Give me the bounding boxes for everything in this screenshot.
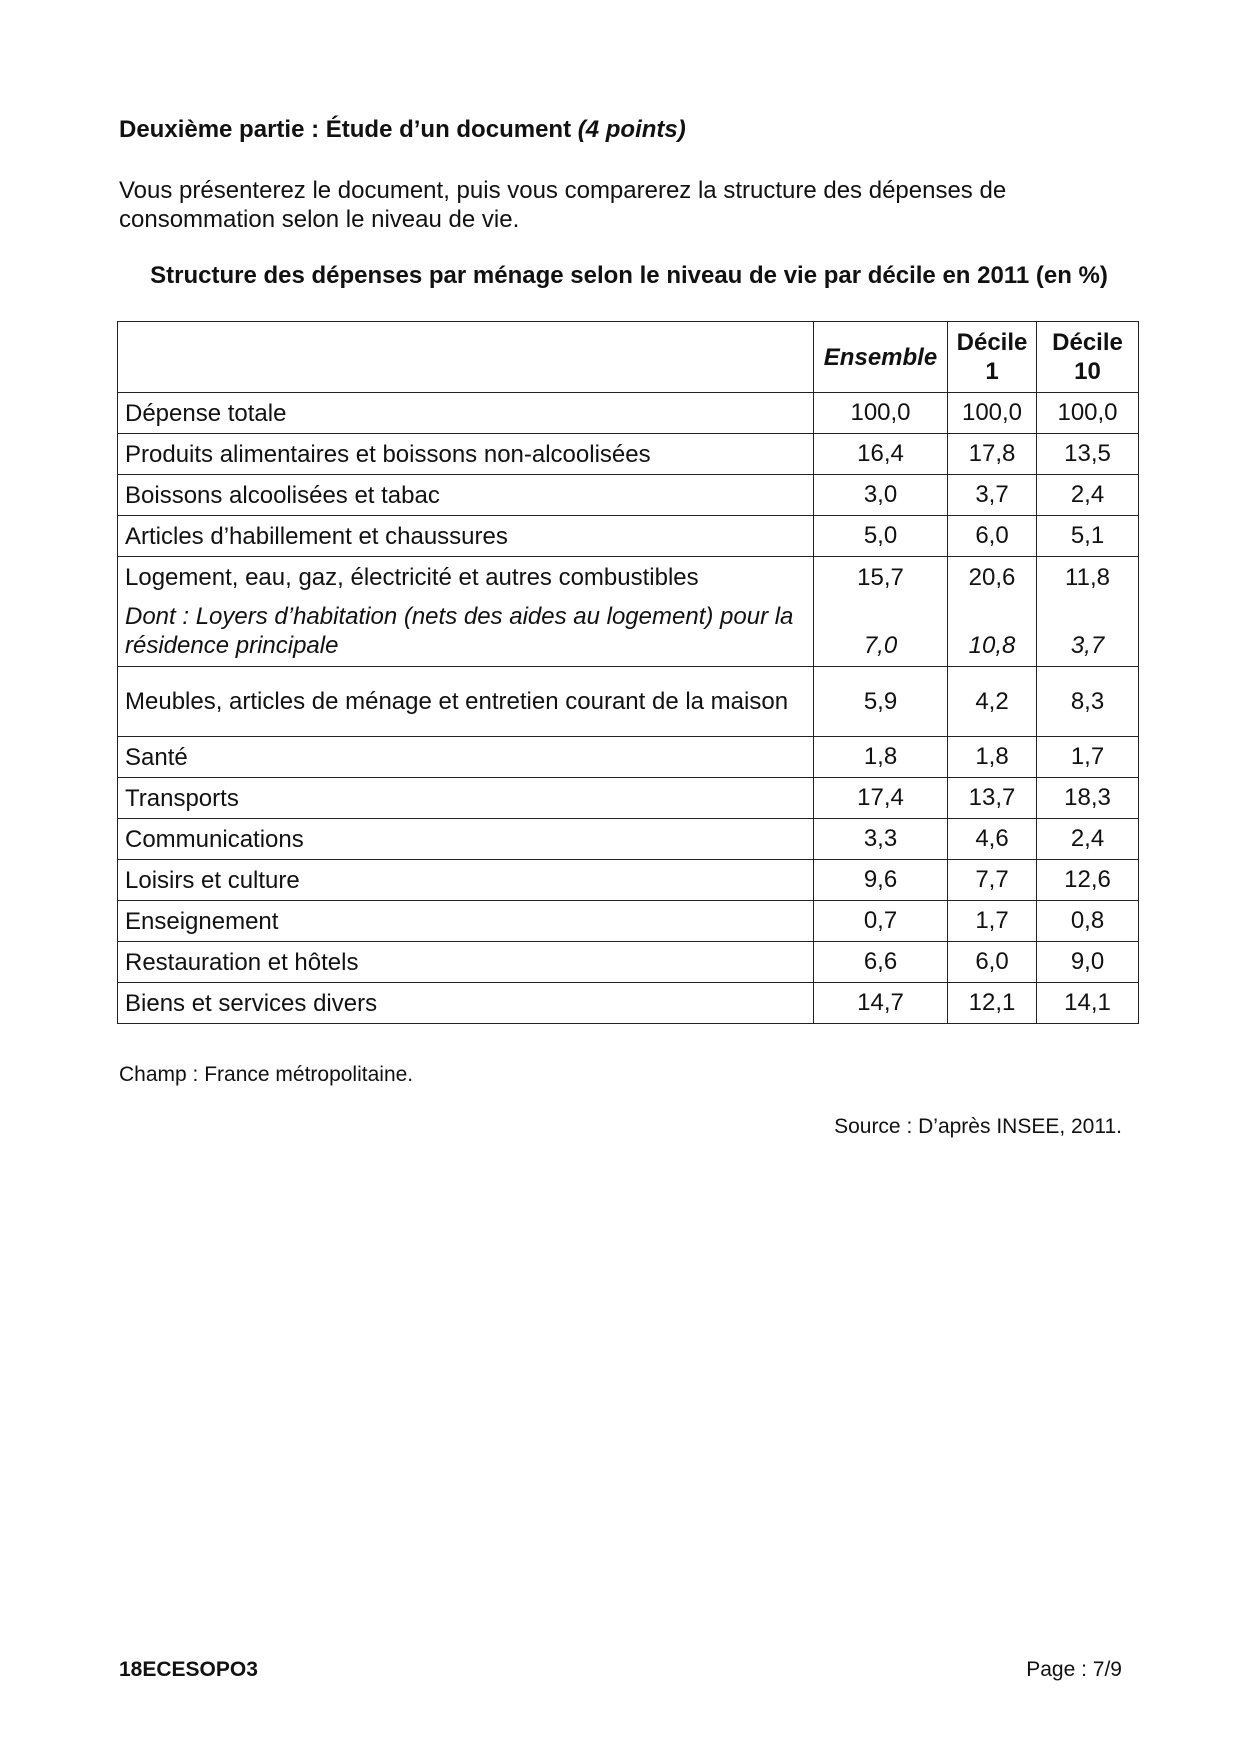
cell-decile-10: 14,1 <box>1037 983 1139 1024</box>
row-label: Santé <box>118 737 814 778</box>
header-decile-10-line2: 10 <box>1074 358 1101 385</box>
cell-ensemble: 16,4 <box>814 434 948 475</box>
cell-decile-10-main: 11,8 <box>1065 564 1110 591</box>
cell-ensemble: 5,9 <box>814 667 948 737</box>
cell-decile-10: 0,8 <box>1037 901 1139 942</box>
cell-decile-1: 6,0 <box>948 942 1037 983</box>
cell-decile-10 <box>1037 557 1139 667</box>
table-row <box>118 901 1139 942</box>
cell-decile-10: 2,4 <box>1037 819 1139 860</box>
cell-decile-1: 17,8 <box>948 434 1037 475</box>
cell-ensemble <box>814 557 948 667</box>
footer-page-number: Page : 7/9 <box>1026 1658 1122 1681</box>
cell-ensemble: 3,3 <box>814 819 948 860</box>
row-label: Loisirs et culture <box>118 860 814 901</box>
cell-decile-1: 4,2 <box>948 667 1037 737</box>
row-label-logement <box>118 557 814 667</box>
cell-decile-10: 2,4 <box>1037 475 1139 516</box>
cell-decile-1: 100,0 <box>948 393 1037 434</box>
table-row <box>118 434 1139 475</box>
section-title <box>119 116 686 144</box>
row-label: Biens et services divers <box>118 983 814 1024</box>
row-label: Boissons alcoolisées et tabac <box>118 475 814 516</box>
cell-decile-10: 8,3 <box>1037 667 1139 737</box>
cell-ensemble-main: 15,7 <box>857 564 904 591</box>
row-label: Produits alimentaires et boissons non-alcoolisées <box>118 434 814 475</box>
cell-decile-1: 3,7 <box>948 475 1037 516</box>
champ-note: Champ : France métropolitaine. <box>119 1063 414 1086</box>
header-decile-1-line2: 1 <box>985 358 999 385</box>
row-label: Articles d’habillement et chaussures <box>118 516 814 557</box>
row-label: Communications <box>118 819 814 860</box>
cell-ensemble: 17,4 <box>814 778 948 819</box>
table-row-logement <box>118 557 1139 667</box>
section-points: (4 points) <box>577 116 686 143</box>
row-label: Restauration et hôtels <box>118 942 814 983</box>
table-row <box>118 516 1139 557</box>
table-row <box>118 778 1139 819</box>
table-row <box>118 983 1139 1024</box>
cell-decile-10: 5,1 <box>1037 516 1139 557</box>
cell-decile-1-main: 20,6 <box>968 564 1016 591</box>
cell-decile-10-sub: 3,7 <box>1070 632 1105 659</box>
cell-ensemble: 1,8 <box>814 737 948 778</box>
row-label: Logement, eau, gaz, électricité et autres combustibles <box>125 564 699 591</box>
table-row <box>118 737 1139 778</box>
source-note: Source : D’après INSEE, 2011. <box>834 1115 1122 1138</box>
table-header-row <box>118 322 1139 393</box>
section-title-text: Deuxième partie : Étude d’un document <box>119 116 572 143</box>
row-label: Enseignement <box>118 901 814 942</box>
cell-ensemble: 6,6 <box>814 942 948 983</box>
cell-ensemble: 100,0 <box>814 393 948 434</box>
cell-decile-1 <box>948 557 1037 667</box>
cell-decile-10: 9,0 <box>1037 942 1139 983</box>
cell-ensemble: 5,0 <box>814 516 948 557</box>
expenses-table <box>117 321 1139 1024</box>
cell-ensemble: 9,6 <box>814 860 948 901</box>
cell-decile-1: 7,7 <box>948 860 1037 901</box>
cell-decile-1: 4,6 <box>948 819 1037 860</box>
table-row <box>118 942 1139 983</box>
header-decile-10 <box>1037 322 1139 393</box>
table-row <box>118 819 1139 860</box>
cell-decile-1: 6,0 <box>948 516 1037 557</box>
cell-decile-1: 12,1 <box>948 983 1037 1024</box>
cell-ensemble: 0,7 <box>814 901 948 942</box>
table-title: Structure des dépenses par ménage selon le niveau de vie par décile en 2011 (en %) <box>150 262 1108 289</box>
header-decile-1-line1: Décile <box>956 329 1028 356</box>
table-row <box>118 475 1139 516</box>
cell-decile-1: 13,7 <box>948 778 1037 819</box>
cell-ensemble: 14,7 <box>814 983 948 1024</box>
table-row <box>118 667 1139 737</box>
row-sublabel: Dont : Loyers d’habitation (nets des aides au logement) pour la résidence principale <box>125 603 794 659</box>
cell-decile-1-sub: 10,8 <box>968 632 1016 659</box>
cell-decile-10: 1,7 <box>1037 737 1139 778</box>
instructions-text: Vous présenterez le document, puis vous comparerez la structure des dépenses de consommation selon le niveau de vie. <box>119 177 1007 233</box>
header-decile-1 <box>948 322 1037 393</box>
header-empty-cell <box>118 322 814 393</box>
cell-ensemble-sub: 7,0 <box>863 632 898 659</box>
row-label: Transports <box>118 778 814 819</box>
cell-decile-10: 18,3 <box>1037 778 1139 819</box>
cell-decile-1: 1,8 <box>948 737 1037 778</box>
cell-decile-10: 13,5 <box>1037 434 1139 475</box>
cell-decile-10: 12,6 <box>1037 860 1139 901</box>
header-decile-10-line1: Décile <box>1052 329 1123 356</box>
table-row <box>118 393 1139 434</box>
footer-code: 18ECESOPO3 <box>119 1658 258 1681</box>
cell-decile-10: 100,0 <box>1037 393 1139 434</box>
table-row <box>118 860 1139 901</box>
header-ensemble: Ensemble <box>814 322 948 393</box>
row-label: Meubles, articles de ménage et entretien courant de la maison <box>118 667 814 737</box>
row-label: Dépense totale <box>118 393 814 434</box>
cell-ensemble: 3,0 <box>814 475 948 516</box>
cell-decile-1: 1,7 <box>948 901 1037 942</box>
